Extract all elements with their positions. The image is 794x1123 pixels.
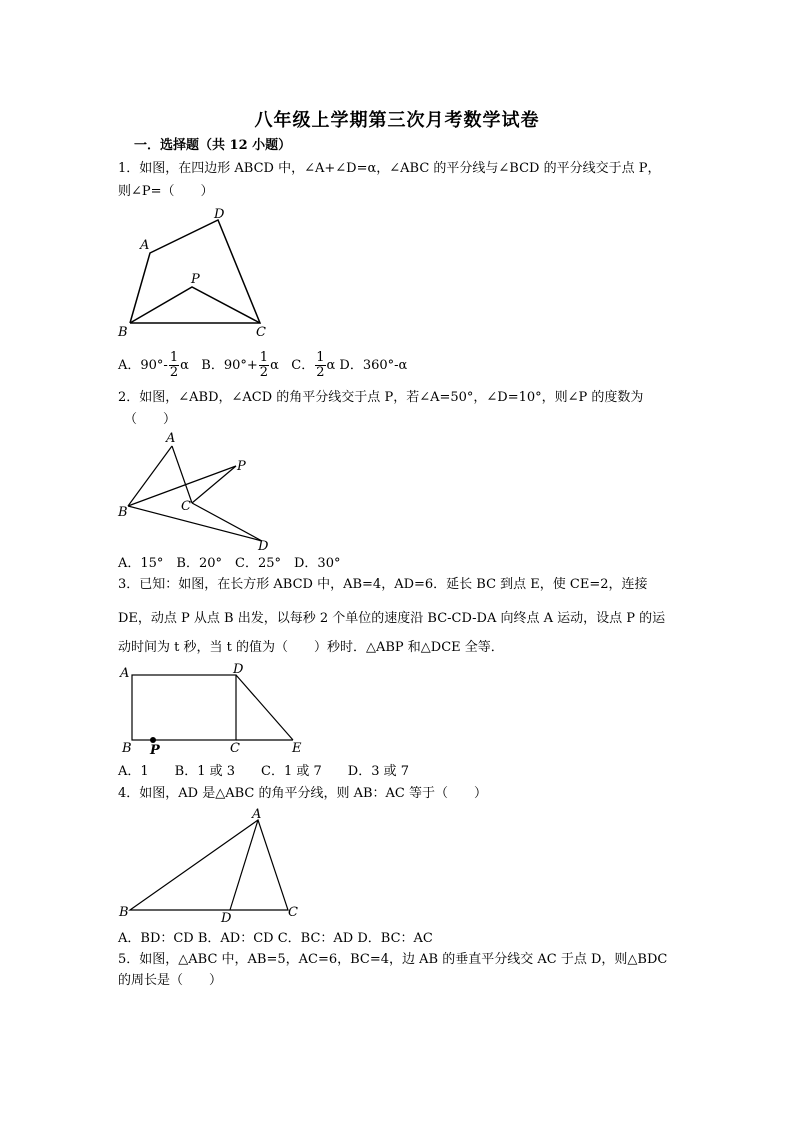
q2-label-p: P	[237, 459, 246, 474]
q1-fraction-c-num: 1	[316, 350, 325, 365]
q3-options: A．1 B．1 或 3 C．1 或 7 D．3 或 7	[118, 764, 410, 779]
q1-label-a: A	[140, 238, 150, 253]
q2-figure	[110, 428, 280, 553]
q3-label-e: E	[292, 741, 302, 756]
q2-text-line1: 2．如图，∠ABD，∠ACD 的角平分线交于点 P，若∠A=50°，∠D=10°，则∠P 的度数为	[118, 390, 644, 405]
q1-option-a-prefix: A．90°-	[118, 358, 168, 373]
q1-fraction-a-den: 2	[169, 365, 179, 380]
q2-line-bd	[128, 506, 262, 541]
q3-text-line3: 动时间为 t 秒，当 t 的值为（ ）秒时．△ABP 和△DCE 全等．	[118, 640, 504, 655]
q1-fraction-c	[315, 351, 325, 380]
q5-text-line1: 5．如图，△ABC 中，AB=5，AC=6，BC=4，边 AB 的垂直平分线交 AC 于点 D，则△BDC	[118, 952, 668, 967]
q1-fraction-b	[259, 351, 269, 380]
q1-label-p: P	[191, 272, 200, 287]
q1-options	[118, 349, 407, 383]
q1-fraction-a	[169, 351, 179, 380]
q1-option-c-prefix: C．	[291, 358, 315, 373]
q2-text-line2: （ ）	[124, 412, 177, 427]
q2-line-cd	[192, 503, 262, 541]
q3-label-p: P	[150, 743, 160, 758]
q1-option-a-suffix: α	[180, 358, 189, 373]
q3-line-de	[236, 675, 293, 740]
q1-option-d: D．360°-α	[339, 358, 408, 373]
q2-options: A．15° B．20° C．25° D．30°	[118, 556, 341, 571]
q2-line-cp	[192, 466, 236, 503]
q2-label-b: B	[118, 505, 128, 520]
q3-label-d: D	[233, 662, 244, 677]
q1-text-line2: 则∠P=（ ）	[118, 184, 214, 199]
q5-text-line2: 的周长是（ ）	[118, 973, 223, 988]
q1-option-b-suffix: α	[270, 358, 279, 373]
q4-triangle	[130, 820, 288, 910]
q4-text-line1: 4．如图，AD 是△ABC 的角平分线，则 AB：AC 等于（ ）	[118, 786, 488, 801]
q4-label-d: D	[221, 911, 232, 926]
q2-line-ad	[172, 446, 192, 503]
q2-line-ab	[128, 446, 172, 506]
q4-label-b: B	[119, 905, 129, 920]
page-title: 八年级上学期第三次月考数学试卷	[254, 110, 540, 131]
q1-label-d: D	[214, 207, 225, 222]
q1-figure	[110, 205, 290, 345]
q3-text-line2: DE，动点 P 从点 B 出发，以每秒 2 个单位的速度沿 BC-CD-DA 向终点 A 运动，设点 P 的运	[118, 611, 666, 626]
q3-label-c: C	[230, 741, 240, 756]
q3-label-b: B	[122, 741, 132, 756]
q4-label-c: C	[288, 905, 298, 920]
q1-option-b-prefix: B．90°+	[201, 358, 258, 373]
q4-options: A．BD：CD B．AD：CD C．BC：AD D．BC：AC	[118, 931, 433, 946]
q1-label-b: B	[118, 325, 128, 340]
q1-text-line1: 1．如图，在四边形 ABCD 中，∠A+∠D=α，∠ABC 的平分线与∠BCD 的平分线交于点 P，	[118, 161, 661, 176]
q1-fraction-a-num: 1	[169, 350, 179, 365]
q4-figure	[110, 805, 310, 930]
q2-label-d: D	[258, 539, 269, 553]
q1-fraction-c-den: 2	[316, 365, 325, 380]
q3-rectangle	[132, 675, 236, 740]
q4-label-a: A	[252, 807, 262, 822]
section-heading: 一．选择题（共 12 小题）	[134, 138, 292, 153]
q2-label-c: C	[181, 499, 191, 514]
q3-label-a: A	[120, 666, 130, 681]
q1-fraction-b-num: 1	[259, 350, 269, 365]
q4-bisector-ad	[230, 820, 258, 910]
q1-label-c: C	[256, 325, 266, 340]
q2-label-a: A	[166, 431, 176, 446]
q3-figure	[112, 660, 312, 760]
q1-fraction-b-den: 2	[259, 365, 269, 380]
q1-option-c-suffix: α	[326, 358, 336, 373]
q3-text-line1: 3．已知：如图，在长方形 ABCD 中，AB=4，AD=6．延长 BC 到点 E，使 CE=2，连接	[118, 577, 648, 592]
q1-bisector-lines	[130, 287, 260, 323]
